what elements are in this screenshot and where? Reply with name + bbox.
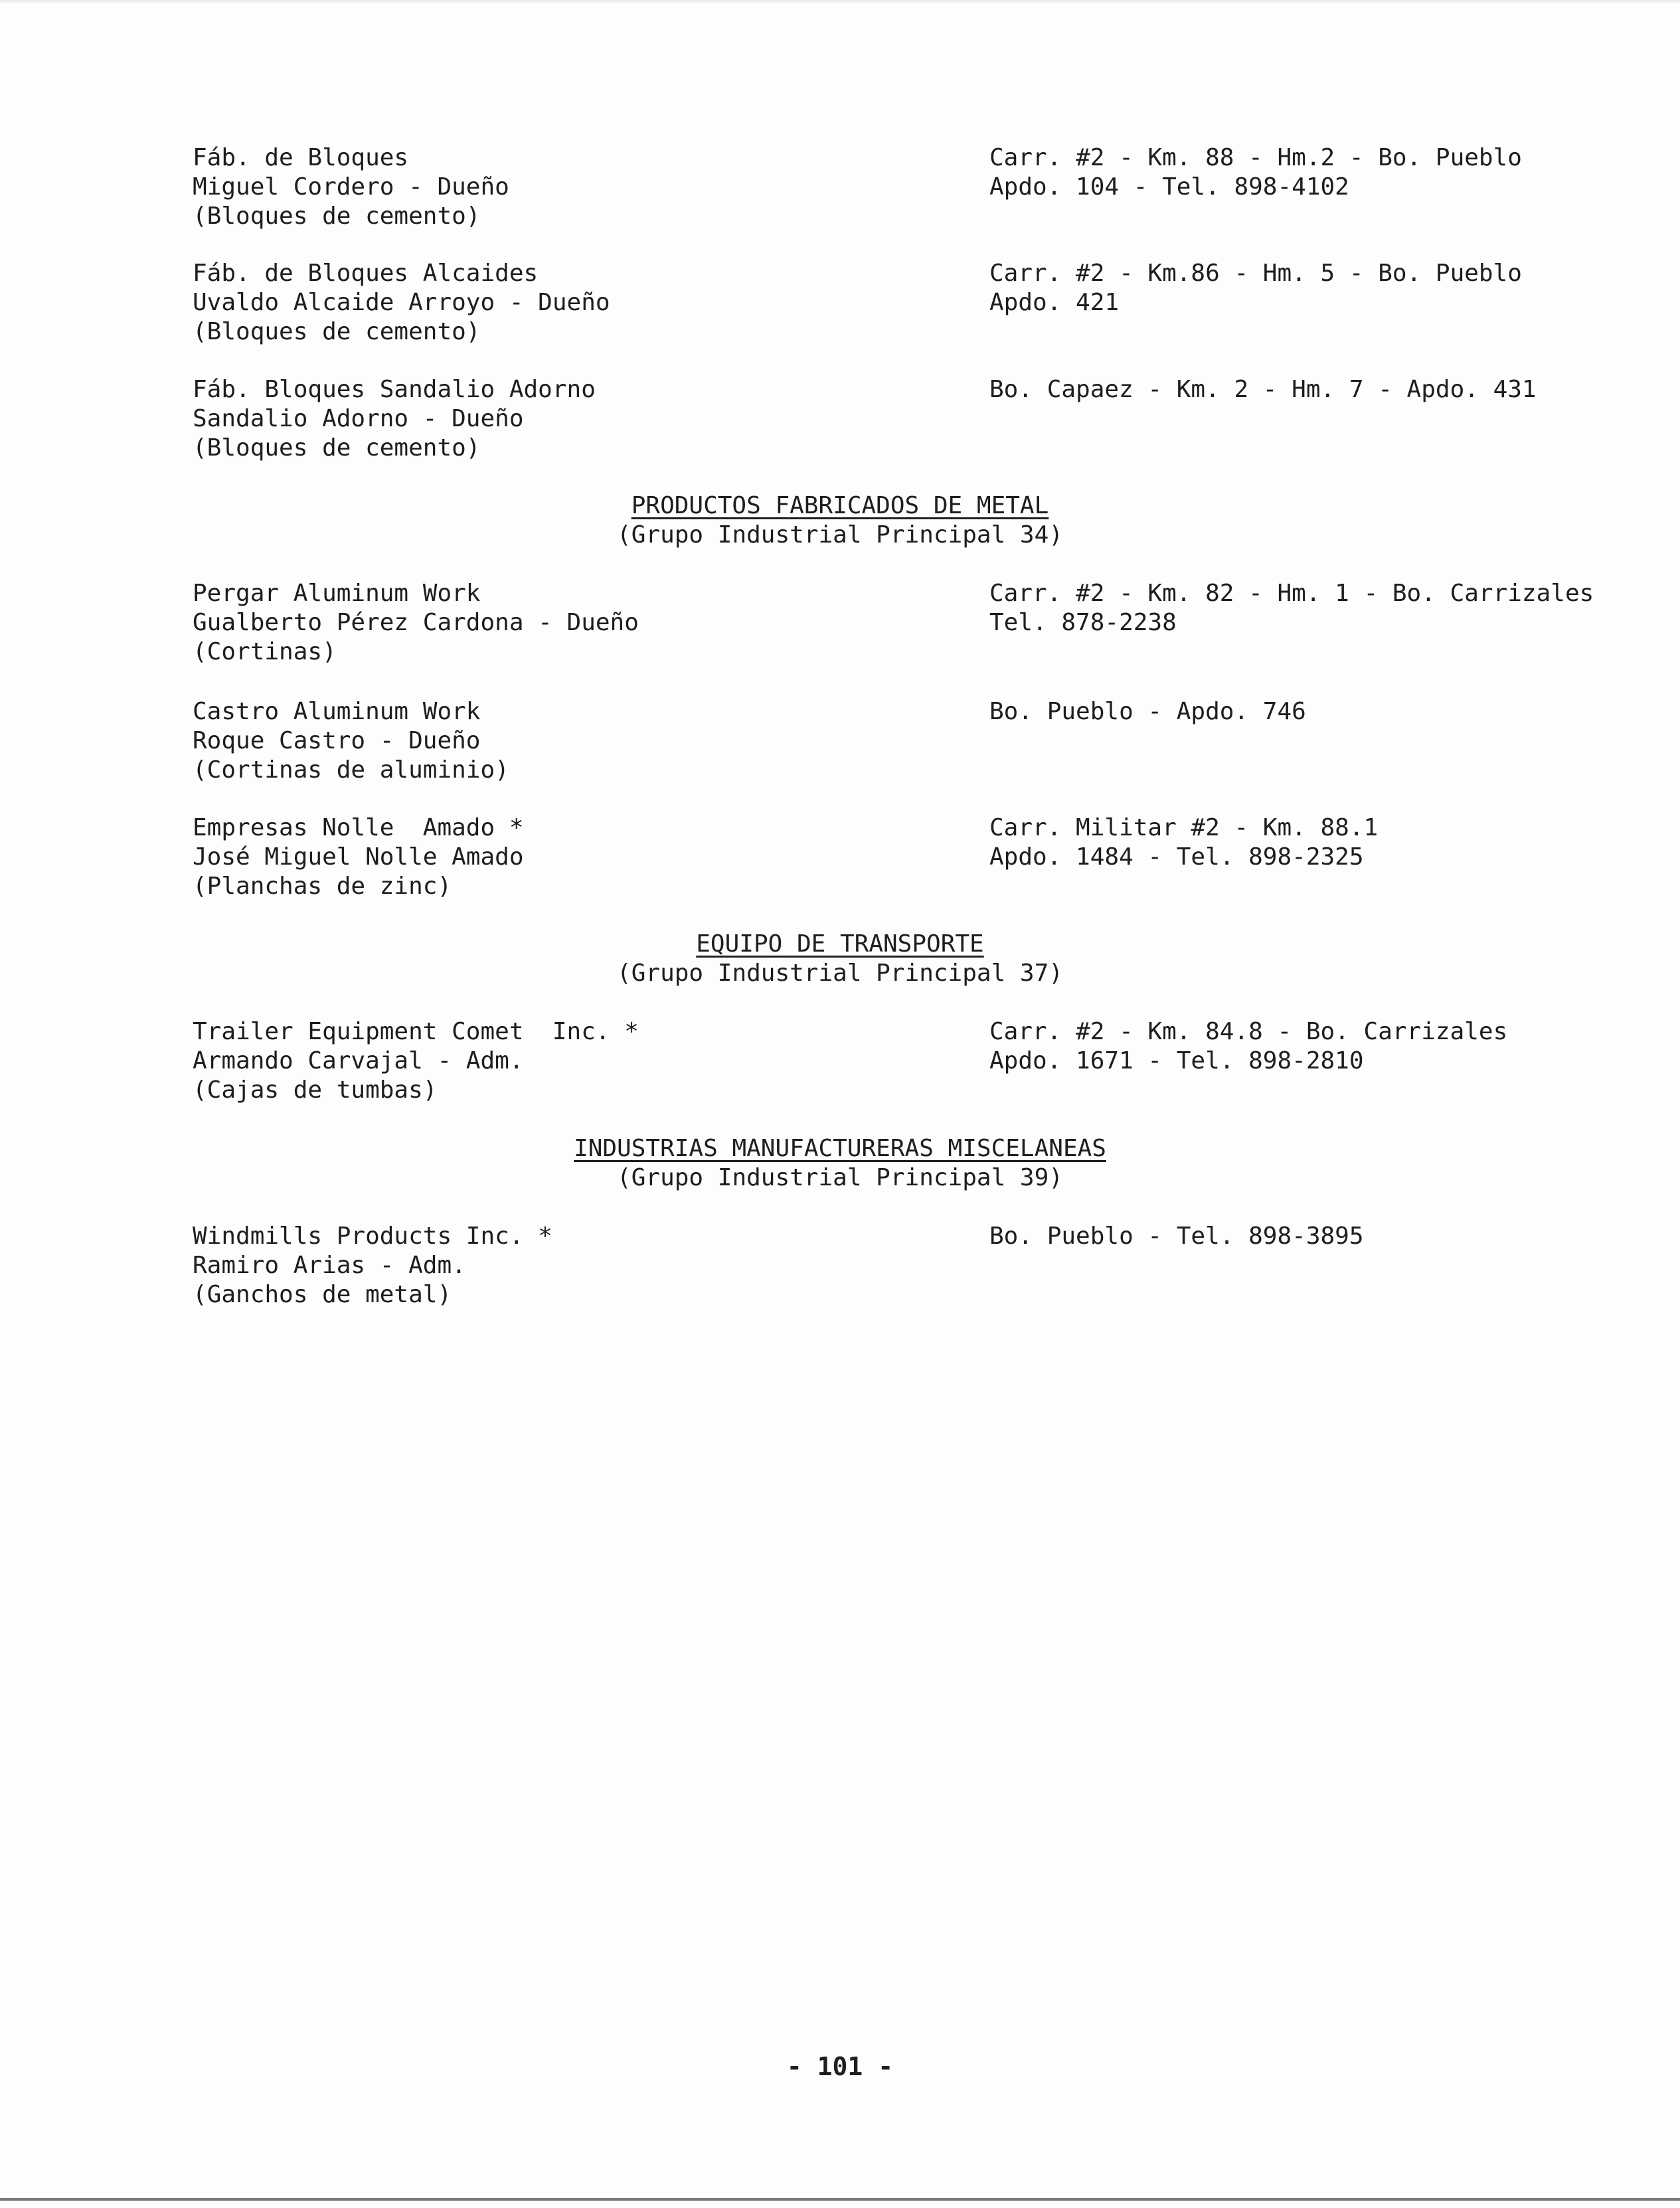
business-product: (Planchas de zinc): [193, 873, 452, 900]
business-owner: Roque Castro - Dueño: [193, 727, 481, 754]
business-address: Bo. Pueblo - Tel. 898-3895: [989, 1223, 1364, 1250]
section-title: PRODUCTOS FABRICADOS DE METAL: [631, 492, 1049, 519]
business-name: Fáb. de Bloques Alcaides: [193, 260, 539, 287]
business-contact: Apdo. 104 - Tel. 898-4102: [989, 173, 1349, 201]
business-address: Bo. Capaez - Km. 2 - Hm. 7 - Apdo. 431: [989, 376, 1537, 403]
business-product: (Bloques de cemento): [193, 434, 481, 462]
scan-top-edge: [0, 0, 1680, 4]
business-product: (Ganchos de metal): [193, 1281, 452, 1308]
business-address: Bo. Pueblo - Apdo. 746: [989, 698, 1306, 725]
section-subtitle: (Grupo Industrial Principal 34): [617, 521, 1063, 549]
section-subtitle: (Grupo Industrial Principal 37): [617, 960, 1063, 987]
business-product: (Cortinas): [193, 638, 337, 665]
business-address: Carr. #2 - Km. 84.8 - Bo. Carrizales: [989, 1018, 1508, 1045]
business-contact: Apdo. 1671 - Tel. 898-2810: [989, 1047, 1364, 1074]
business-owner: Armando Carvajal - Adm.: [193, 1047, 524, 1074]
business-contact: Apdo. 421: [989, 289, 1120, 316]
section-subtitle: (Grupo Industrial Principal 39): [617, 1164, 1063, 1191]
scan-bottom-edge: [0, 2198, 1680, 2201]
business-product: (Cortinas de aluminio): [193, 756, 509, 784]
business-name: Fáb. de Bloques: [193, 144, 409, 171]
business-contact: Tel. 878-2238: [989, 609, 1177, 636]
business-owner: José Miguel Nolle Amado: [193, 843, 524, 871]
business-owner: Gualberto Pérez Cardona - Dueño: [193, 609, 639, 636]
business-product: (Bloques de cemento): [193, 318, 481, 345]
business-product: (Bloques de cemento): [193, 203, 481, 230]
business-name: Trailer Equipment Comet Inc. *: [193, 1018, 639, 1045]
business-owner: Miguel Cordero - Dueño: [193, 173, 509, 201]
section-title: EQUIPO DE TRANSPORTE: [696, 930, 984, 958]
business-owner: Ramiro Arias - Adm.: [193, 1252, 466, 1279]
business-name: Castro Aluminum Work: [193, 698, 481, 725]
business-name: Windmills Products Inc. *: [193, 1223, 552, 1250]
business-product: (Cajas de tumbas): [193, 1076, 438, 1104]
business-address: Carr. #2 - Km. 82 - Hm. 1 - Bo. Carrizales: [989, 580, 1594, 607]
business-owner: Uvaldo Alcaide Arroyo - Dueño: [193, 289, 610, 316]
business-name: Empresas Nolle Amado *: [193, 814, 524, 841]
business-name: Pergar Aluminum Work: [193, 580, 481, 607]
business-name: Fáb. Bloques Sandalio Adorno: [193, 376, 596, 403]
business-address: Carr. #2 - Km.86 - Hm. 5 - Bo. Pueblo: [989, 260, 1522, 287]
business-address: Carr. Militar #2 - Km. 88.1: [989, 814, 1379, 841]
business-address: Carr. #2 - Km. 88 - Hm.2 - Bo. Pueblo: [989, 144, 1522, 171]
page-number: - 101 -: [786, 2052, 894, 2081]
business-owner: Sandalio Adorno - Dueño: [193, 405, 524, 432]
business-contact: Apdo. 1484 - Tel. 898-2325: [989, 843, 1364, 871]
section-title: INDUSTRIAS MANUFACTURERAS MISCELANEAS: [574, 1135, 1106, 1162]
